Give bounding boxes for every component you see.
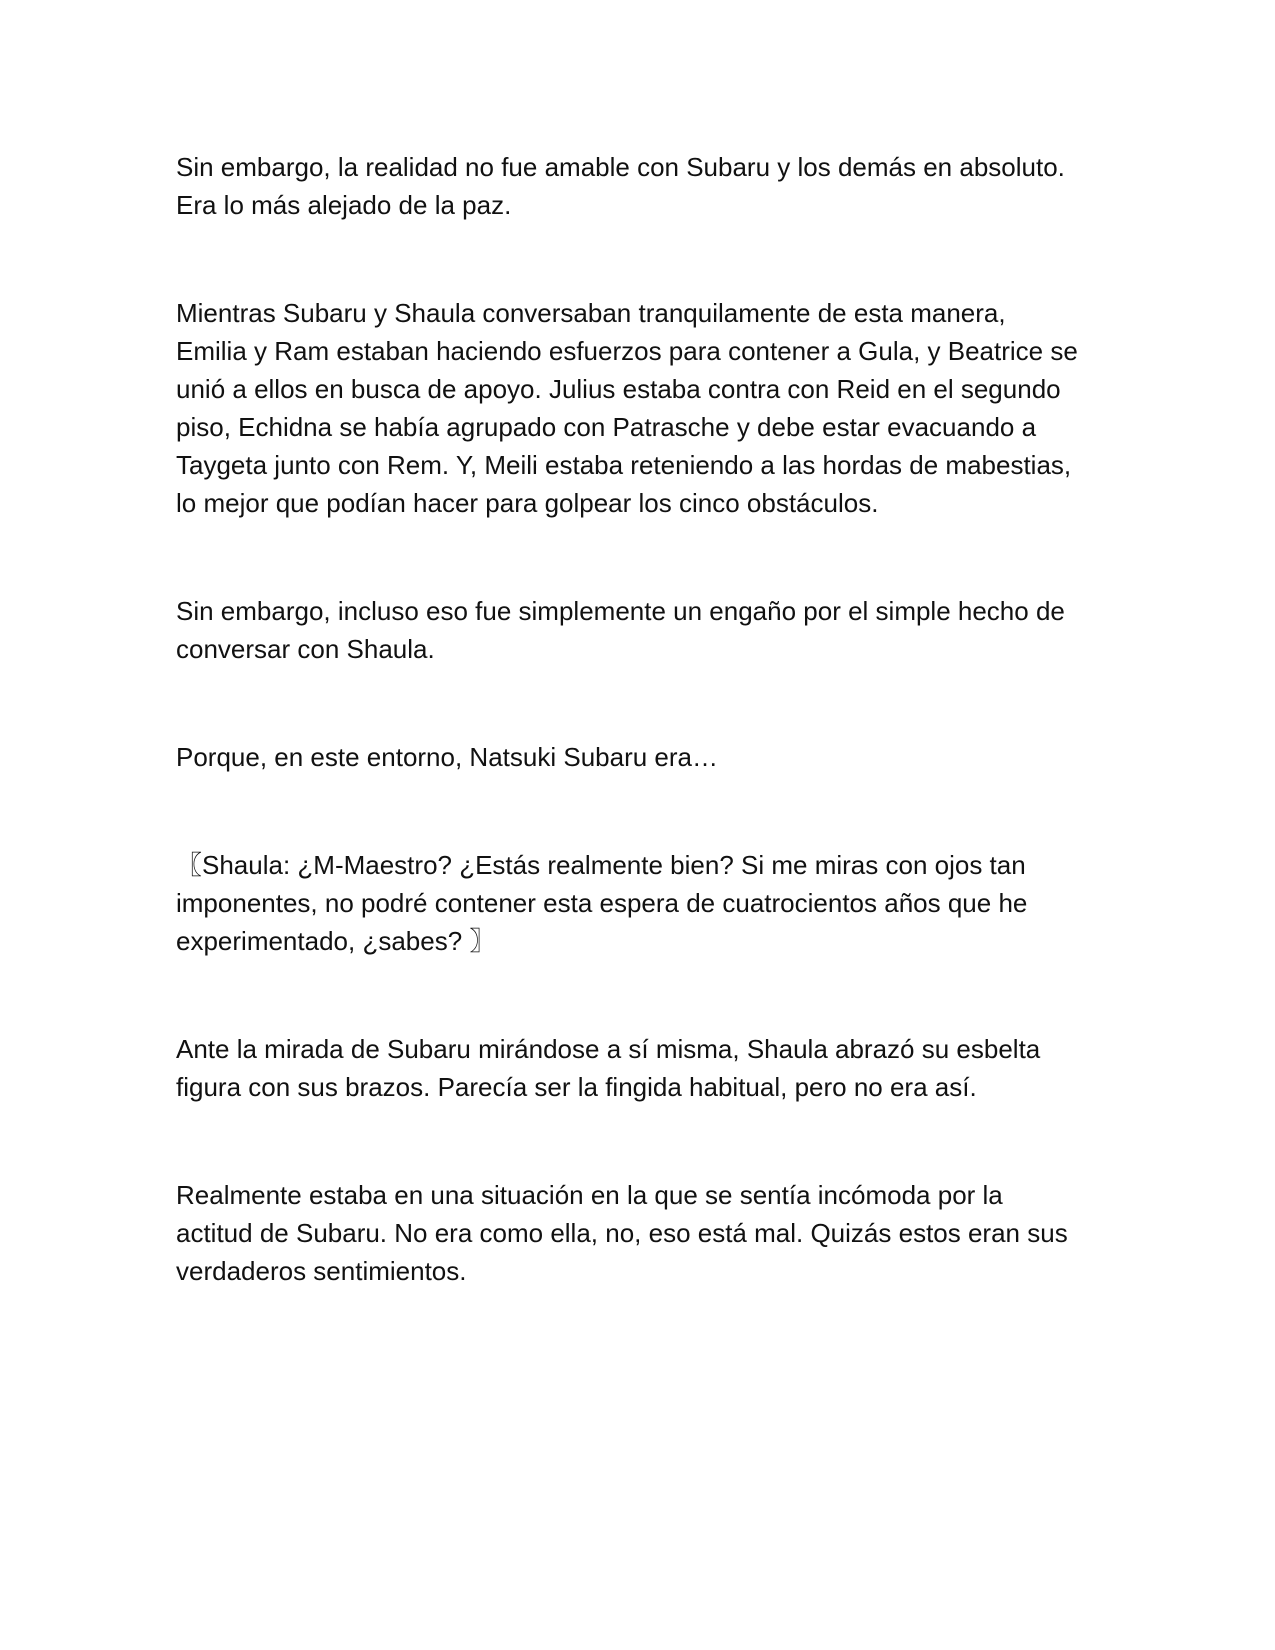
text-line: experimentado, ¿sabes? 〗: [176, 926, 496, 956]
text-line: Sin embargo, la realidad no fue amable con Subaru y los demás en absoluto.: [176, 152, 1065, 182]
paragraph: [176, 1030, 1096, 1106]
text-line: 〖Shaula: ¿M-Maestro? ¿Estás realmente bien? Si me miras con ojos tan: [176, 850, 1026, 880]
text-line: verdaderos sentimientos.: [176, 1256, 467, 1286]
text-line: Taygeta junto con Rem. Y, Meili estaba reteniendo a las hordas de mabestias,: [176, 450, 1072, 480]
document-body: [176, 148, 1096, 1290]
dialogue-paragraph: [176, 846, 1096, 960]
paragraph: [176, 294, 1096, 522]
text-line: imponentes, no podré contener esta espera de cuatrocientos años que he: [176, 888, 1028, 918]
text-line: piso, Echidna se había agrupado con Patrasche y debe estar evacuando a: [176, 412, 1037, 442]
text-line: Sin embargo, incluso eso fue simplemente un engaño por el simple hecho de: [176, 596, 1065, 626]
text-line: Era lo más alejado de la paz.: [176, 190, 512, 220]
text-line: Mientras Subaru y Shaula conversaban tranquilamente de esta manera,: [176, 298, 1006, 328]
text-line: actitud de Subaru. No era como ella, no, eso está mal. Quizás estos eran sus: [176, 1218, 1068, 1248]
text-line: unió a ellos en busca de apoyo. Julius estaba contra con Reid en el segundo: [176, 374, 1061, 404]
text-line: Porque, en este entorno, Natsuki Subaru era…: [176, 742, 718, 772]
text-line: figura con sus brazos. Parecía ser la fingida habitual, pero no era así.: [176, 1072, 977, 1102]
text-line: lo mejor que podían hacer para golpear los cinco obstáculos.: [176, 488, 879, 518]
paragraph: [176, 148, 1096, 224]
text-line: Ante la mirada de Subaru mirándose a sí misma, Shaula abrazó su esbelta: [176, 1034, 1041, 1064]
text-line: Realmente estaba en una situación en la que se sentía incómoda por la: [176, 1180, 1003, 1210]
paragraph: [176, 1176, 1096, 1290]
text-line: conversar con Shaula.: [176, 634, 435, 664]
text-line: Emilia y Ram estaban haciendo esfuerzos para contener a Gula, y Beatrice se: [176, 336, 1078, 366]
paragraph: [176, 592, 1096, 668]
paragraph: [176, 738, 1096, 776]
